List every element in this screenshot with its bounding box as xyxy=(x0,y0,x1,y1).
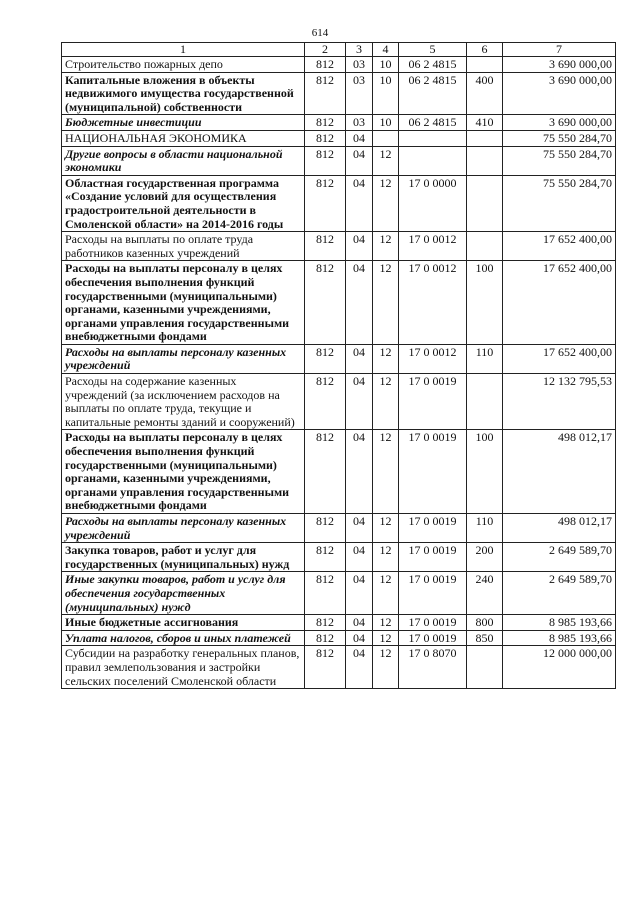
row-name-cell: Иные бюджетные ассигнования xyxy=(62,615,305,631)
amount-cell: 8 985 193,66 xyxy=(503,630,616,646)
admin-code-cell: 812 xyxy=(305,57,346,73)
row-name-cell: Закупка товаров, работ и услуг для государственных (муниципальных) нужд xyxy=(62,543,305,572)
table-row xyxy=(62,344,616,373)
table-row xyxy=(62,72,616,115)
column-header: 1 xyxy=(62,43,305,57)
section-cell: 04 xyxy=(346,130,373,146)
target-article-cell: 06 2 4815 xyxy=(399,72,467,115)
row-name-cell: Расходы на выплаты персоналу в целях обеспечения выполнения функций государственными (муниципальными) органами, казенными учреждениями, органами управления государственными внебюджетными фондами xyxy=(62,261,305,345)
column-header: 6 xyxy=(467,43,503,57)
expense-type-cell xyxy=(467,374,503,430)
column-header: 2 xyxy=(305,43,346,57)
section-cell: 04 xyxy=(346,543,373,572)
table-row xyxy=(62,232,616,261)
subsection-cell: 10 xyxy=(373,72,399,115)
row-name-cell: НАЦИОНАЛЬНАЯ ЭКОНОМИКА xyxy=(62,130,305,146)
table-row xyxy=(62,514,616,543)
amount-cell: 8 985 193,66 xyxy=(503,615,616,631)
target-article-cell: 17 0 0019 xyxy=(399,572,467,615)
expense-type-cell xyxy=(467,57,503,73)
target-article-cell: 06 2 4815 xyxy=(399,57,467,73)
expense-type-cell xyxy=(467,232,503,261)
expense-type-cell: 200 xyxy=(467,543,503,572)
table-row xyxy=(62,615,616,631)
table-row xyxy=(62,374,616,430)
admin-code-cell: 812 xyxy=(305,543,346,572)
expense-type-cell: 410 xyxy=(467,115,503,131)
table-row xyxy=(62,130,616,146)
row-name-cell: Уплата налогов, сборов и иных платежей xyxy=(62,630,305,646)
section-cell: 04 xyxy=(346,430,373,514)
admin-code-cell: 812 xyxy=(305,514,346,543)
table-row xyxy=(62,57,616,73)
amount-cell: 498 012,17 xyxy=(503,430,616,514)
amount-cell: 3 690 000,00 xyxy=(503,57,616,73)
row-name-cell: Иные закупки товаров, работ и услуг для обеспечения государственных (муниципальных) нужд xyxy=(62,572,305,615)
section-cell: 04 xyxy=(346,615,373,631)
expense-type-cell: 100 xyxy=(467,430,503,514)
column-header: 4 xyxy=(373,43,399,57)
target-article-cell: 17 0 0019 xyxy=(399,514,467,543)
table-row xyxy=(62,646,616,689)
section-cell: 04 xyxy=(346,572,373,615)
expense-type-cell: 240 xyxy=(467,572,503,615)
subsection-cell: 12 xyxy=(373,232,399,261)
subsection-cell: 12 xyxy=(373,261,399,345)
table-row xyxy=(62,261,616,345)
target-article-cell: 17 0 8070 xyxy=(399,646,467,689)
section-cell: 04 xyxy=(346,374,373,430)
table-row xyxy=(62,146,616,175)
table-row xyxy=(62,115,616,131)
expense-type-cell xyxy=(467,175,503,231)
amount-cell: 3 690 000,00 xyxy=(503,115,616,131)
amount-cell: 75 550 284,70 xyxy=(503,146,616,175)
target-article-cell: 17 0 0012 xyxy=(399,232,467,261)
row-name-cell: Расходы на содержание казенных учреждений (за исключением расходов на выплаты по оплате труда, текущие и капитальные ремонты зданий и сооружений) xyxy=(62,374,305,430)
amount-cell: 498 012,17 xyxy=(503,514,616,543)
column-header: 3 xyxy=(346,43,373,57)
subsection-cell: 12 xyxy=(373,572,399,615)
expense-type-cell: 100 xyxy=(467,261,503,345)
amount-cell: 17 652 400,00 xyxy=(503,261,616,345)
target-article-cell: 17 0 0012 xyxy=(399,344,467,373)
section-cell: 04 xyxy=(346,175,373,231)
table-row xyxy=(62,543,616,572)
row-name-cell: Строительство пожарных депо xyxy=(62,57,305,73)
section-cell: 04 xyxy=(346,344,373,373)
subsection-cell: 10 xyxy=(373,115,399,131)
target-article-cell: 17 0 0000 xyxy=(399,175,467,231)
row-name-cell: Субсидии на разработку генеральных планов, правил землепользования и застройки сельских поселений Смоленской области xyxy=(62,646,305,689)
amount-cell: 12 000 000,00 xyxy=(503,646,616,689)
section-cell: 04 xyxy=(346,630,373,646)
target-article-cell xyxy=(399,146,467,175)
column-header: 5 xyxy=(399,43,467,57)
subsection-cell: 12 xyxy=(373,543,399,572)
subsection-cell: 10 xyxy=(373,57,399,73)
subsection-cell: 12 xyxy=(373,615,399,631)
table-row xyxy=(62,175,616,231)
admin-code-cell: 812 xyxy=(305,115,346,131)
admin-code-cell: 812 xyxy=(305,572,346,615)
admin-code-cell: 812 xyxy=(305,615,346,631)
subsection-cell: 12 xyxy=(373,430,399,514)
subsection-cell: 12 xyxy=(373,374,399,430)
row-name-cell: Капитальные вложения в объекты недвижимого имущества государственной (муниципальной) собственности xyxy=(62,72,305,115)
expense-type-cell xyxy=(467,130,503,146)
amount-cell: 2 649 589,70 xyxy=(503,543,616,572)
admin-code-cell: 812 xyxy=(305,175,346,231)
section-cell: 03 xyxy=(346,72,373,115)
admin-code-cell: 812 xyxy=(305,374,346,430)
subsection-cell: 12 xyxy=(373,514,399,543)
table-row xyxy=(62,430,616,514)
target-article-cell: 17 0 0019 xyxy=(399,430,467,514)
section-cell: 03 xyxy=(346,57,373,73)
subsection-cell xyxy=(373,130,399,146)
subsection-cell: 12 xyxy=(373,175,399,231)
amount-cell: 75 550 284,70 xyxy=(503,175,616,231)
section-cell: 04 xyxy=(346,646,373,689)
row-name-cell: Другие вопросы в области национальной экономики xyxy=(62,146,305,175)
expense-type-cell xyxy=(467,146,503,175)
expense-type-cell: 400 xyxy=(467,72,503,115)
admin-code-cell: 812 xyxy=(305,261,346,345)
admin-code-cell: 812 xyxy=(305,430,346,514)
admin-code-cell: 812 xyxy=(305,72,346,115)
section-cell: 04 xyxy=(346,232,373,261)
admin-code-cell: 812 xyxy=(305,130,346,146)
subsection-cell: 12 xyxy=(373,646,399,689)
table-row xyxy=(62,572,616,615)
target-article-cell: 06 2 4815 xyxy=(399,115,467,131)
table-row xyxy=(62,630,616,646)
section-cell: 04 xyxy=(346,146,373,175)
target-article-cell: 17 0 0019 xyxy=(399,615,467,631)
subsection-cell: 12 xyxy=(373,630,399,646)
target-article-cell: 17 0 0019 xyxy=(399,543,467,572)
amount-cell: 75 550 284,70 xyxy=(503,130,616,146)
expense-type-cell: 800 xyxy=(467,615,503,631)
amount-cell: 2 649 589,70 xyxy=(503,572,616,615)
target-article-cell: 17 0 0019 xyxy=(399,374,467,430)
target-article-cell: 17 0 0019 xyxy=(399,630,467,646)
expense-type-cell xyxy=(467,646,503,689)
section-cell: 04 xyxy=(346,261,373,345)
page-number: 614 xyxy=(311,27,329,39)
admin-code-cell: 812 xyxy=(305,646,346,689)
admin-code-cell: 812 xyxy=(305,232,346,261)
target-article-cell: 17 0 0012 xyxy=(399,261,467,345)
expense-type-cell: 110 xyxy=(467,344,503,373)
section-cell: 03 xyxy=(346,115,373,131)
admin-code-cell: 812 xyxy=(305,344,346,373)
row-name-cell: Областная государственная программа «Создание условий для осуществления градостроительной деятельности в Смоленской области» на 2014-2016 годы xyxy=(62,175,305,231)
row-name-cell: Расходы на выплаты персоналу казенных учреждений xyxy=(62,514,305,543)
budget-table xyxy=(61,42,616,689)
amount-cell: 17 652 400,00 xyxy=(503,232,616,261)
amount-cell: 3 690 000,00 xyxy=(503,72,616,115)
header-row xyxy=(62,43,616,57)
target-article-cell xyxy=(399,130,467,146)
section-cell: 04 xyxy=(346,514,373,543)
amount-cell: 12 132 795,53 xyxy=(503,374,616,430)
row-name-cell: Бюджетные инвестиции xyxy=(62,115,305,131)
row-name-cell: Расходы на выплаты по оплате труда работников казенных учреждений xyxy=(62,232,305,261)
subsection-cell: 12 xyxy=(373,344,399,373)
admin-code-cell: 812 xyxy=(305,630,346,646)
admin-code-cell: 812 xyxy=(305,146,346,175)
expense-type-cell: 110 xyxy=(467,514,503,543)
expense-type-cell: 850 xyxy=(467,630,503,646)
subsection-cell: 12 xyxy=(373,146,399,175)
amount-cell: 17 652 400,00 xyxy=(503,344,616,373)
row-name-cell: Расходы на выплаты персоналу казенных учреждений xyxy=(62,344,305,373)
column-header: 7 xyxy=(503,43,616,57)
row-name-cell: Расходы на выплаты персоналу в целях обеспечения выполнения функций государственными (муниципальными) органами, казенными учреждениями, органами управления государственными внебюджетными фондами xyxy=(62,430,305,514)
